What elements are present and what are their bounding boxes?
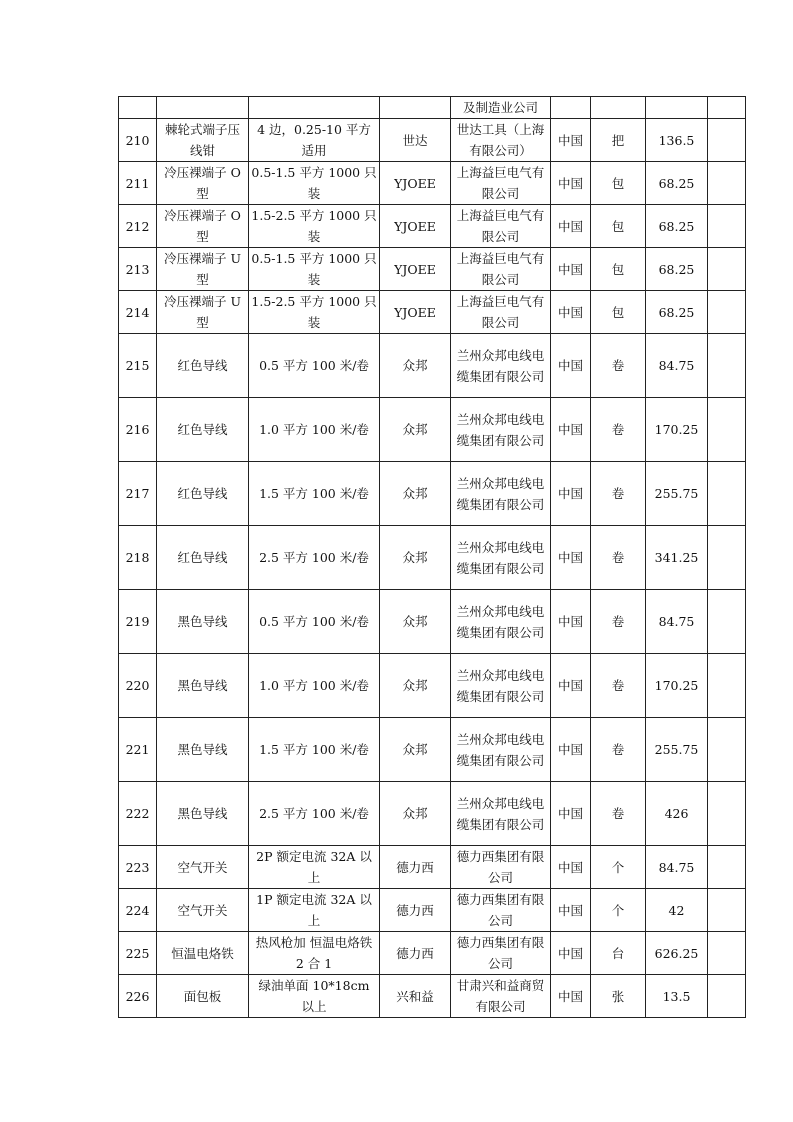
cell-brand: YJOEE <box>380 162 451 205</box>
table-row <box>119 334 746 398</box>
cell-spec: 1.0 平方 100 米/卷 <box>249 654 380 718</box>
cell-origin: 中国 <box>551 162 591 205</box>
cell-origin: 中国 <box>551 526 591 590</box>
cell-brand: 众邦 <box>380 398 451 462</box>
product-table <box>118 96 746 1018</box>
cell-spec: 1P 额定电流 32A 以上 <box>249 889 380 932</box>
cell-unit: 张 <box>591 975 646 1018</box>
cell-origin: 中国 <box>551 248 591 291</box>
cell-brand: 众邦 <box>380 718 451 782</box>
cell-num <box>119 97 157 119</box>
cell-name: 红色导线 <box>157 462 249 526</box>
cell-note <box>708 462 746 526</box>
cell-spec: 4 边，0.25-10 平方适用 <box>249 119 380 162</box>
cell-brand: 众邦 <box>380 590 451 654</box>
cell-maker: 兰州众邦电线电缆集团有限公司 <box>451 654 551 718</box>
cell-num: 222 <box>119 782 157 846</box>
table-row <box>119 889 746 932</box>
cell-brand: 世达 <box>380 119 451 162</box>
cell-price: 68.25 <box>646 205 708 248</box>
cell-num: 218 <box>119 526 157 590</box>
cell-brand: YJOEE <box>380 205 451 248</box>
cell-name: 空气开关 <box>157 846 249 889</box>
table-row <box>119 205 746 248</box>
cell-spec: 2P 额定电流 32A 以上 <box>249 846 380 889</box>
cell-brand: 众邦 <box>380 654 451 718</box>
cell-note <box>708 162 746 205</box>
cell-price: 68.25 <box>646 248 708 291</box>
cell-note <box>708 932 746 975</box>
cell-name: 冷压裸端子 O 型 <box>157 162 249 205</box>
cell-spec <box>249 97 380 119</box>
table-row <box>119 398 746 462</box>
cell-unit: 包 <box>591 291 646 334</box>
cell-unit: 卷 <box>591 654 646 718</box>
cell-note <box>708 205 746 248</box>
cell-name: 黑色导线 <box>157 718 249 782</box>
cell-brand <box>380 97 451 119</box>
cell-name: 棘轮式端子压线钳 <box>157 119 249 162</box>
cell-spec: 0.5 平方 100 米/卷 <box>249 334 380 398</box>
cell-origin: 中国 <box>551 846 591 889</box>
cell-note <box>708 782 746 846</box>
cell-unit: 把 <box>591 119 646 162</box>
cell-price: 84.75 <box>646 590 708 654</box>
cell-spec: 0.5-1.5 平方 1000 只装 <box>249 248 380 291</box>
cell-name: 黑色导线 <box>157 782 249 846</box>
cell-note <box>708 398 746 462</box>
cell-brand: 众邦 <box>380 462 451 526</box>
cell-spec: 0.5-1.5 平方 1000 只装 <box>249 162 380 205</box>
cell-origin: 中国 <box>551 782 591 846</box>
cell-maker: 兰州众邦电线电缆集团有限公司 <box>451 718 551 782</box>
cell-note <box>708 334 746 398</box>
cell-spec: 2.5 平方 100 米/卷 <box>249 782 380 846</box>
cell-origin: 中国 <box>551 398 591 462</box>
cell-num: 215 <box>119 334 157 398</box>
table-row <box>119 526 746 590</box>
table-row-continuation <box>119 97 746 119</box>
cell-num: 219 <box>119 590 157 654</box>
cell-origin: 中国 <box>551 590 591 654</box>
cell-note <box>708 97 746 119</box>
cell-name: 冷压裸端子 O 型 <box>157 205 249 248</box>
cell-unit: 个 <box>591 846 646 889</box>
table-row <box>119 162 746 205</box>
cell-num: 216 <box>119 398 157 462</box>
cell-origin: 中国 <box>551 334 591 398</box>
cell-note <box>708 889 746 932</box>
cell-unit: 包 <box>591 205 646 248</box>
cell-price: 68.25 <box>646 162 708 205</box>
cell-name: 黑色导线 <box>157 654 249 718</box>
cell-brand: 众邦 <box>380 334 451 398</box>
cell-spec: 绿油单面 10*18cm 以上 <box>249 975 380 1018</box>
cell-brand: 兴和益 <box>380 975 451 1018</box>
cell-note <box>708 590 746 654</box>
cell-maker: 兰州众邦电线电缆集团有限公司 <box>451 526 551 590</box>
cell-price: 136.5 <box>646 119 708 162</box>
cell-num: 224 <box>119 889 157 932</box>
cell-num: 223 <box>119 846 157 889</box>
cell-origin: 中国 <box>551 718 591 782</box>
cell-price: 170.25 <box>646 398 708 462</box>
cell-note <box>708 846 746 889</box>
cell-maker: 德力西集团有限公司 <box>451 889 551 932</box>
product-table-body <box>119 97 746 1018</box>
cell-num: 220 <box>119 654 157 718</box>
cell-unit: 卷 <box>591 334 646 398</box>
table-row <box>119 782 746 846</box>
cell-spec: 1.5 平方 100 米/卷 <box>249 462 380 526</box>
cell-brand: 德力西 <box>380 932 451 975</box>
cell-name: 红色导线 <box>157 398 249 462</box>
cell-maker: 上海益巨电气有限公司 <box>451 205 551 248</box>
cell-num: 211 <box>119 162 157 205</box>
cell-price: 255.75 <box>646 718 708 782</box>
cell-brand: 德力西 <box>380 846 451 889</box>
cell-price: 84.75 <box>646 334 708 398</box>
cell-maker: 兰州众邦电线电缆集团有限公司 <box>451 334 551 398</box>
cell-price: 255.75 <box>646 462 708 526</box>
cell-note <box>708 526 746 590</box>
cell-name: 红色导线 <box>157 526 249 590</box>
cell-unit: 卷 <box>591 526 646 590</box>
cell-origin: 中国 <box>551 291 591 334</box>
cell-note <box>708 975 746 1018</box>
cell-maker: 兰州众邦电线电缆集团有限公司 <box>451 590 551 654</box>
cell-maker: 兰州众邦电线电缆集团有限公司 <box>451 398 551 462</box>
cell-num: 226 <box>119 975 157 1018</box>
cell-maker: 德力西集团有限公司 <box>451 932 551 975</box>
cell-maker: 兰州众邦电线电缆集团有限公司 <box>451 782 551 846</box>
cell-brand: YJOEE <box>380 248 451 291</box>
cell-num: 217 <box>119 462 157 526</box>
cell-unit: 包 <box>591 248 646 291</box>
cell-price: 341.25 <box>646 526 708 590</box>
cell-spec: 1.5-2.5 平方 1000 只装 <box>249 205 380 248</box>
cell-maker: 上海益巨电气有限公司 <box>451 291 551 334</box>
cell-unit: 卷 <box>591 590 646 654</box>
cell-maker: 兰州众邦电线电缆集团有限公司 <box>451 462 551 526</box>
cell-origin <box>551 97 591 119</box>
cell-unit <box>591 97 646 119</box>
cell-maker: 上海益巨电气有限公司 <box>451 162 551 205</box>
cell-brand: 众邦 <box>380 782 451 846</box>
cell-price <box>646 97 708 119</box>
cell-spec: 热风枪加 恒温电烙铁 2 合 1 <box>249 932 380 975</box>
cell-name: 冷压裸端子 U 型 <box>157 248 249 291</box>
cell-price: 68.25 <box>646 291 708 334</box>
cell-price: 170.25 <box>646 654 708 718</box>
cell-maker: 及制造业公司 <box>451 97 551 119</box>
cell-num: 225 <box>119 932 157 975</box>
cell-name: 恒温电烙铁 <box>157 932 249 975</box>
cell-name: 冷压裸端子 U 型 <box>157 291 249 334</box>
cell-brand: 众邦 <box>380 526 451 590</box>
table-row <box>119 291 746 334</box>
table-row <box>119 846 746 889</box>
cell-name: 黑色导线 <box>157 590 249 654</box>
cell-origin: 中国 <box>551 205 591 248</box>
table-row <box>119 654 746 718</box>
cell-origin: 中国 <box>551 654 591 718</box>
cell-spec: 1.0 平方 100 米/卷 <box>249 398 380 462</box>
cell-maker: 世达工具（上海有限公司） <box>451 119 551 162</box>
cell-price: 42 <box>646 889 708 932</box>
cell-origin: 中国 <box>551 975 591 1018</box>
cell-maker: 上海益巨电气有限公司 <box>451 248 551 291</box>
cell-maker: 德力西集团有限公司 <box>451 846 551 889</box>
table-row <box>119 119 746 162</box>
cell-origin: 中国 <box>551 119 591 162</box>
cell-spec: 1.5 平方 100 米/卷 <box>249 718 380 782</box>
cell-num: 214 <box>119 291 157 334</box>
cell-name: 红色导线 <box>157 334 249 398</box>
cell-unit: 卷 <box>591 398 646 462</box>
cell-spec: 2.5 平方 100 米/卷 <box>249 526 380 590</box>
cell-num: 221 <box>119 718 157 782</box>
cell-unit: 卷 <box>591 782 646 846</box>
cell-origin: 中国 <box>551 462 591 526</box>
cell-maker: 甘肃兴和益商贸有限公司 <box>451 975 551 1018</box>
table-row <box>119 718 746 782</box>
cell-spec: 0.5 平方 100 米/卷 <box>249 590 380 654</box>
cell-note <box>708 248 746 291</box>
cell-unit: 卷 <box>591 462 646 526</box>
cell-unit: 个 <box>591 889 646 932</box>
cell-num: 212 <box>119 205 157 248</box>
cell-spec: 1.5-2.5 平方 1000 只装 <box>249 291 380 334</box>
cell-num: 213 <box>119 248 157 291</box>
cell-price: 426 <box>646 782 708 846</box>
cell-num: 210 <box>119 119 157 162</box>
cell-note <box>708 718 746 782</box>
cell-unit: 卷 <box>591 718 646 782</box>
cell-name: 空气开关 <box>157 889 249 932</box>
cell-price: 626.25 <box>646 932 708 975</box>
cell-price: 13.5 <box>646 975 708 1018</box>
cell-unit: 包 <box>591 162 646 205</box>
cell-brand: 德力西 <box>380 889 451 932</box>
table-row <box>119 932 746 975</box>
cell-note <box>708 291 746 334</box>
cell-name <box>157 97 249 119</box>
cell-unit: 台 <box>591 932 646 975</box>
cell-note <box>708 654 746 718</box>
cell-price: 84.75 <box>646 846 708 889</box>
table-row <box>119 590 746 654</box>
cell-origin: 中国 <box>551 889 591 932</box>
table-row <box>119 248 746 291</box>
cell-brand: YJOEE <box>380 291 451 334</box>
table-row <box>119 975 746 1018</box>
table-row <box>119 462 746 526</box>
cell-name: 面包板 <box>157 975 249 1018</box>
cell-note <box>708 119 746 162</box>
cell-origin: 中国 <box>551 932 591 975</box>
